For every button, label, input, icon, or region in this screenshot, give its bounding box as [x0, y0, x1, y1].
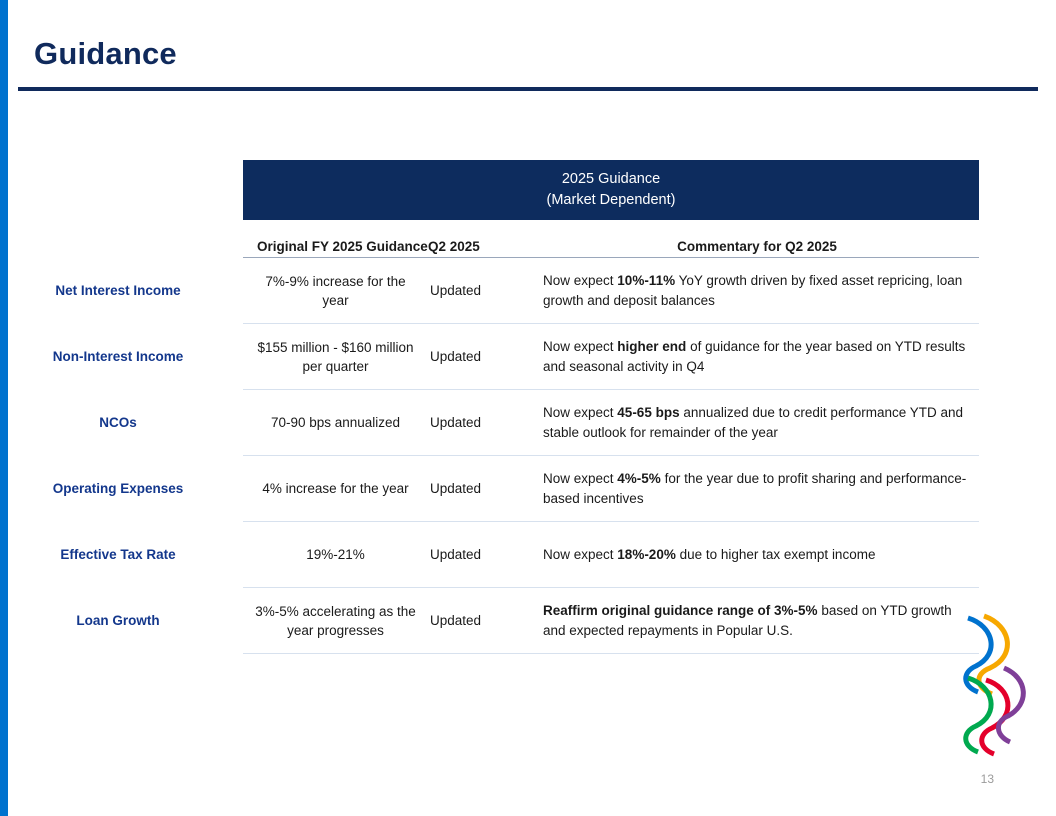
- cell-commentary: Now expect 18%-20% due to higher tax exempt income: [543, 546, 876, 562]
- table-row: [52, 456, 979, 522]
- banner-line-2: (Market Dependent): [546, 192, 676, 208]
- table-row: [76, 588, 979, 654]
- cell-q2-status: Updated: [430, 283, 482, 298]
- cell-commentary: Reaffirm original guidance range of 3%-5% based on YTD growth and expected repayments in Popular U.S.: [543, 602, 952, 638]
- page-title: Guidance: [34, 36, 177, 71]
- row-label: Effective Tax Rate: [60, 547, 176, 562]
- guidance-table: [52, 160, 979, 654]
- table-row: [60, 522, 979, 588]
- table-body: [52, 258, 979, 654]
- cell-original-guidance: 19%-21%: [306, 547, 365, 562]
- table-row: [99, 390, 979, 456]
- row-label: Loan Growth: [76, 613, 160, 628]
- row-label: Net Interest Income: [55, 283, 181, 298]
- cell-q2-status: Updated: [430, 349, 482, 364]
- table-row: [52, 324, 979, 390]
- table-banner: [243, 160, 979, 220]
- column-header-q2: Q2 2025: [428, 239, 480, 254]
- cell-original-guidance: 7%-9% increase for the year: [265, 273, 406, 308]
- table-column-headers: [243, 220, 979, 258]
- cell-q2-status: Updated: [430, 613, 482, 628]
- page-number: 13: [980, 772, 994, 786]
- company-logo-icon: [954, 608, 1038, 778]
- cell-q2-status: Updated: [430, 415, 482, 430]
- cell-q2-status: Updated: [430, 481, 482, 496]
- cell-commentary: Now expect 10%-11% YoY growth driven by fixed asset repricing, loan growth and deposit balances: [543, 272, 963, 308]
- banner-line-1: 2025 Guidance: [561, 171, 661, 187]
- table-row: [55, 258, 979, 324]
- row-label: Operating Expenses: [52, 481, 184, 496]
- row-label: NCOs: [99, 415, 137, 430]
- cell-commentary: Now expect 4%-5% for the year due to profit sharing and performance-based incentives: [543, 470, 967, 506]
- cell-original-guidance: $155 million - $160 million per quarter: [257, 339, 414, 374]
- row-label: Non-Interest Income: [52, 349, 184, 364]
- title-divider: [18, 87, 1038, 91]
- cell-original-guidance: 4% increase for the year: [262, 481, 409, 496]
- cell-commentary: Now expect 45-65 bps annualized due to credit performance YTD and stable outlook for remainder of the year: [543, 404, 963, 440]
- column-header-commentary: Commentary for Q2 2025: [677, 239, 837, 254]
- cell-q2-status: Updated: [430, 547, 482, 562]
- column-header-original: Original FY 2025 Guidance: [257, 239, 428, 254]
- cell-commentary: Now expect higher end of guidance for the year based on YTD results and seasonal activity in Q4: [543, 338, 966, 374]
- cell-original-guidance: 70-90 bps annualized: [270, 415, 401, 430]
- cell-original-guidance: 3%-5% accelerating as the year progresses: [255, 603, 416, 638]
